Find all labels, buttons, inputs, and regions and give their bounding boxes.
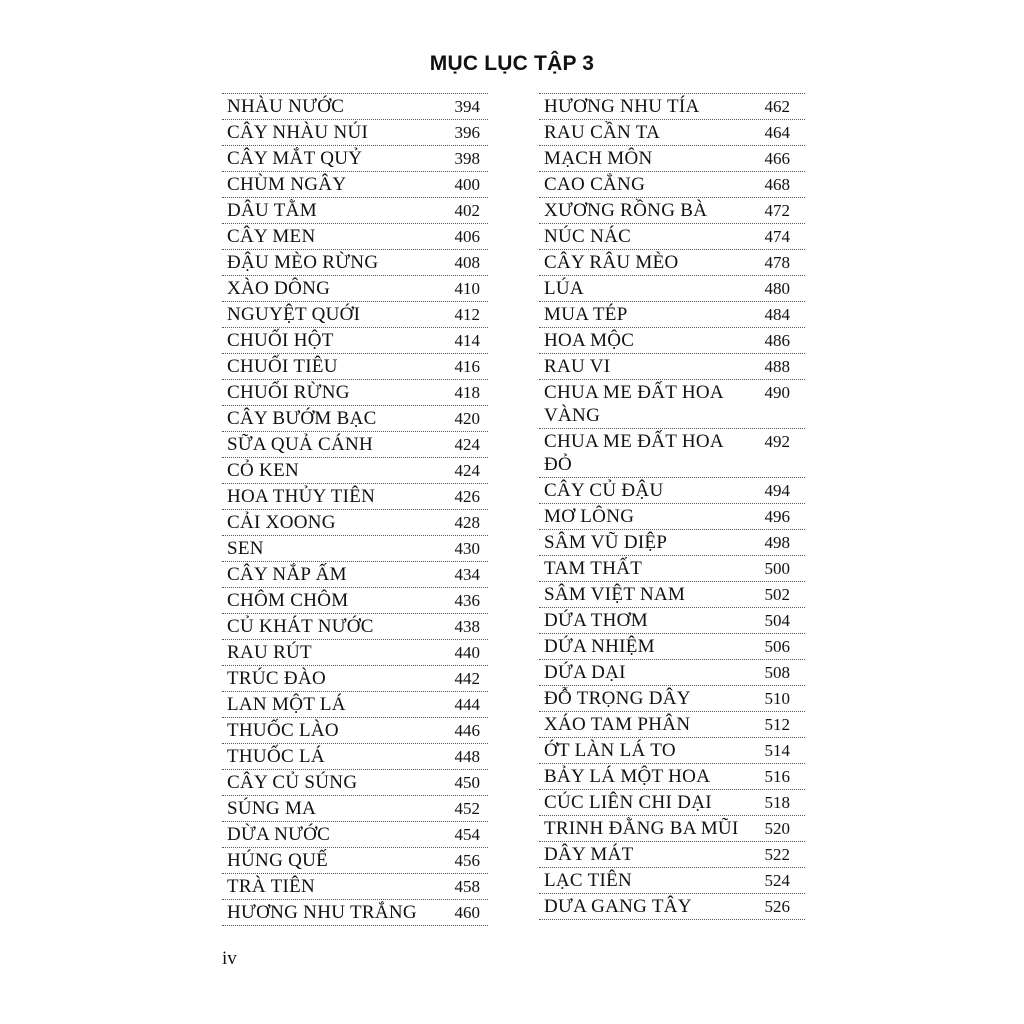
toc-entry-page: 426 [454,487,480,506]
toc-entry [222,354,488,380]
toc-entry [539,429,805,478]
toc-entry-title: HOA THỦY TIÊN [227,486,376,507]
toc-entry [222,900,488,926]
toc-entry-page: 492 [764,432,790,451]
toc-entry-title: DỪA NƯỚC [227,824,331,845]
toc-entry-page: 424 [454,435,480,454]
toc-entry-title: TRÚC ĐÀO [227,668,326,689]
toc-entry [539,868,805,894]
toc-entry-page: 438 [454,617,480,636]
toc-entry-title: XƯƠNG RỒNG BÀ [544,200,708,221]
toc-entry-page: 474 [764,227,790,246]
toc-entry-title: CÂY MEN [227,226,316,247]
toc-entry [222,822,488,848]
toc-entry [222,302,488,328]
toc-entry-title: CÂY CỦ ĐẬU [544,480,664,501]
toc-entry-page: 412 [454,305,480,324]
toc-entry-title: HƯƠNG NHU TRẮNG [227,902,417,923]
toc-entry [539,738,805,764]
toc-entry-title: HÚNG QUẾ [227,850,329,871]
toc-entry-page: 446 [454,721,480,740]
toc-entry-title: CÂY MẮT QUỶ [227,148,363,169]
toc-entry-title: RAU CẦN TA [544,122,661,143]
toc-entry [222,536,488,562]
toc-entry-page: 414 [454,331,480,350]
toc-entry [539,712,805,738]
toc-entry [539,328,805,354]
toc-entry [222,666,488,692]
toc-entry-page: 396 [454,123,480,142]
toc-entry-page: 452 [454,799,480,818]
toc-entry [222,146,488,172]
toc-entry-page: 496 [764,507,790,526]
toc-entry-title: CÚC LIÊN CHI DẠI [544,792,712,813]
toc-entry-title: CHUỐI TIÊU [227,356,338,377]
page-number-footer: iv [222,948,237,969]
toc-entry-title: DỨA THƠM [544,610,648,631]
toc-entry-page: 514 [764,741,790,760]
toc-entry-title: LAN MỘT LÁ [227,694,346,715]
toc-entry-page: 400 [454,175,480,194]
toc-entry [222,120,488,146]
toc-entry-page: 394 [454,97,480,116]
toc-entry-page: 436 [454,591,480,610]
toc-entry-title: CẢI XOONG [227,512,336,533]
toc-entry-title: CHUA ME ĐẤT HOA ĐỎ [544,431,723,475]
toc-entry-page: 488 [764,357,790,376]
toc-entry-title: ĐẬU MÈO RỪNG [227,252,379,273]
toc-entry-title: TRÀ TIÊN [227,876,316,897]
toc-entry [222,874,488,900]
toc-entry-title: DỨA NHIỆM [544,636,655,657]
toc-entry-title: CÂY BƯỚM BẠC [227,408,377,429]
toc-entry-page: 508 [764,663,790,682]
toc-entry [539,478,805,504]
toc-entry-page: 516 [764,767,790,786]
toc-entry [539,93,805,120]
toc-entry [539,530,805,556]
toc-entry-page: 418 [454,383,480,402]
toc-entry [222,432,488,458]
toc-entry [539,302,805,328]
toc-entry-page: 408 [454,253,480,272]
toc-entry-title: CHÔM CHÔM [227,590,349,611]
toc-entry-page: 466 [764,149,790,168]
page-title: MỤC LỤC TẬP 3 [429,52,595,75]
toc-entry [539,894,805,920]
toc-entry [222,510,488,536]
toc-entry [539,686,805,712]
toc-entry-title: CÂY NHÀU NÚI [227,122,369,143]
toc-entry [222,198,488,224]
toc-entry [222,588,488,614]
toc-entry-title: CHUA ME ĐẤT HOA VÀNG [544,382,723,426]
toc-entry-title: RAU RÚT [227,642,312,663]
toc-entry [539,172,805,198]
toc-entry [222,770,488,796]
toc-entry-page: 430 [454,539,480,558]
toc-entry [539,198,805,224]
toc-entry [539,634,805,660]
toc-entry [539,582,805,608]
toc-entry-title: SỮA QUẢ CÁNH [227,434,374,455]
toc-entry-title: LÚA [544,278,584,299]
toc-entry [222,796,488,822]
toc-entry-title: HOA MỘC [544,330,635,351]
toc-entry-page: 472 [764,201,790,220]
toc-entry [222,224,488,250]
toc-entry-title: NÚC NÁC [544,226,632,247]
toc-entry-page: 520 [764,819,790,838]
toc-entry [539,556,805,582]
toc-entry-title: NHÀU NƯỚC [227,96,345,117]
toc-entry-page: 486 [764,331,790,350]
toc-entry-page: 454 [454,825,480,844]
toc-entry-title: DƯA GANG TÂY [544,896,692,917]
toc-entry-title: SÂM VIỆT NAM [544,584,686,605]
toc-entry-title: CÂY CỦ SÚNG [227,772,358,793]
toc-entry-title: CỦ KHÁT NƯỚC [227,616,374,637]
toc-entry-title: ỚT LÀN LÁ TO [544,740,676,761]
toc-entry-title: THUỐC LÁ [227,746,325,767]
toc-entry [539,816,805,842]
toc-entry-page: 456 [454,851,480,870]
toc-entry-title: THUỐC LÀO [227,720,339,741]
toc-entry-page: 478 [764,253,790,272]
toc-entry-title: TRINH ĐẰNG BA MŨI [544,818,739,839]
toc-left-column [222,93,488,926]
toc-entry-title: XÀO DÔNG [227,278,331,299]
toc-entry-page: 402 [454,201,480,220]
toc-entry [539,660,805,686]
toc-entry-title: MUA TÉP [544,304,628,325]
toc-entry [539,608,805,634]
toc-entry [222,484,488,510]
toc-entry-title: LẠC TIÊN [544,870,633,891]
toc-entry [539,842,805,868]
toc-entry-title: DÂU TẰM [227,200,317,221]
toc-entry-page: 410 [454,279,480,298]
toc-entry-title: CỎ KEN [227,460,299,481]
toc-right-column [539,93,805,920]
toc-entry [222,562,488,588]
toc-entry [539,146,805,172]
toc-entry-title: XÁO TAM PHÂN [544,714,691,735]
toc-entry-title: MẠCH MÔN [544,148,653,169]
toc-entry-title: RAU VI [544,356,611,377]
toc-entry-page: 460 [454,903,480,922]
toc-entry-page: 490 [764,383,790,402]
toc-entry [222,692,488,718]
toc-entry [539,120,805,146]
toc-entry [222,328,488,354]
toc-entry [222,614,488,640]
toc-entry-title: CHUỐI RỪNG [227,382,350,403]
toc-entry-title: CAO CẲNG [544,174,646,195]
toc-entry-title: CÂY RÂU MÈO [544,252,679,273]
toc-entry-title: SEN [227,538,264,559]
toc-entry-page: 440 [454,643,480,662]
toc-entry [539,380,805,429]
toc-entry [222,380,488,406]
toc-entry [539,250,805,276]
toc-entry-page: 526 [764,897,790,916]
toc-entry-page: 494 [764,481,790,500]
toc-entry-page: 434 [454,565,480,584]
toc-entry-page: 442 [454,669,480,688]
toc-entry [222,172,488,198]
toc-entry [539,224,805,250]
toc-entry [222,718,488,744]
toc-entry [539,354,805,380]
toc-entry-page: 424 [454,461,480,480]
toc-entry-page: 468 [764,175,790,194]
toc-entry-page: 420 [454,409,480,428]
toc-entry [222,250,488,276]
toc-entry [539,276,805,302]
toc-entry-page: 512 [764,715,790,734]
toc-entry-page: 504 [764,611,790,630]
toc-entry-page: 480 [764,279,790,298]
toc-entry-page: 524 [764,871,790,890]
toc-entry-title: CHÙM NGÂY [227,174,347,195]
toc-entry-title: NGUYỆT QUỚI [227,304,361,325]
toc-entry-title: DÂY MÁT [544,844,634,865]
toc-entry-page: 464 [764,123,790,142]
toc-entry-page: 500 [764,559,790,578]
toc-entry [222,276,488,302]
toc-entry-title: CÂY NẮP ẤM [227,564,347,585]
toc-entry-title: TAM THẤT [544,558,643,579]
toc-entry-title: MƠ LÔNG [544,506,635,527]
toc-entry-title: HƯƠNG NHU TÍA [544,96,700,117]
toc-entry-page: 510 [764,689,790,708]
toc-entry-page: 444 [454,695,480,714]
toc-entry [222,93,488,120]
toc-entry-page: 522 [764,845,790,864]
toc-entry [222,848,488,874]
toc-entry-title: SÚNG MA [227,798,317,819]
toc-entry [539,764,805,790]
toc-entry-title: SÂM VŨ DIỆP [544,532,668,553]
toc-entry [222,744,488,770]
toc-entry-page: 506 [764,637,790,656]
toc-entry-title: BẢY LÁ MỘT HOA [544,766,711,787]
toc-entry [539,504,805,530]
toc-entry-page: 498 [764,533,790,552]
toc-entry-title: CHUỐI HỘT [227,330,334,351]
toc-entry [222,406,488,432]
toc-entry [222,458,488,484]
toc-entry-title: ĐỖ TRỌNG DÂY [544,688,691,709]
toc-entry-page: 502 [764,585,790,604]
toc-entry [222,640,488,666]
toc-entry-title: DỨA DẠI [544,662,626,683]
toc-entry-page: 462 [764,97,790,116]
toc-entry-page: 448 [454,747,480,766]
toc-entry-page: 518 [764,793,790,812]
toc-entry-page: 450 [454,773,480,792]
toc-entry-page: 428 [454,513,480,532]
toc-entry-page: 458 [454,877,480,896]
toc-entry-page: 484 [764,305,790,324]
toc-entry [539,790,805,816]
toc-entry-page: 406 [454,227,480,246]
toc-entry-page: 398 [454,149,480,168]
toc-entry-page: 416 [454,357,480,376]
